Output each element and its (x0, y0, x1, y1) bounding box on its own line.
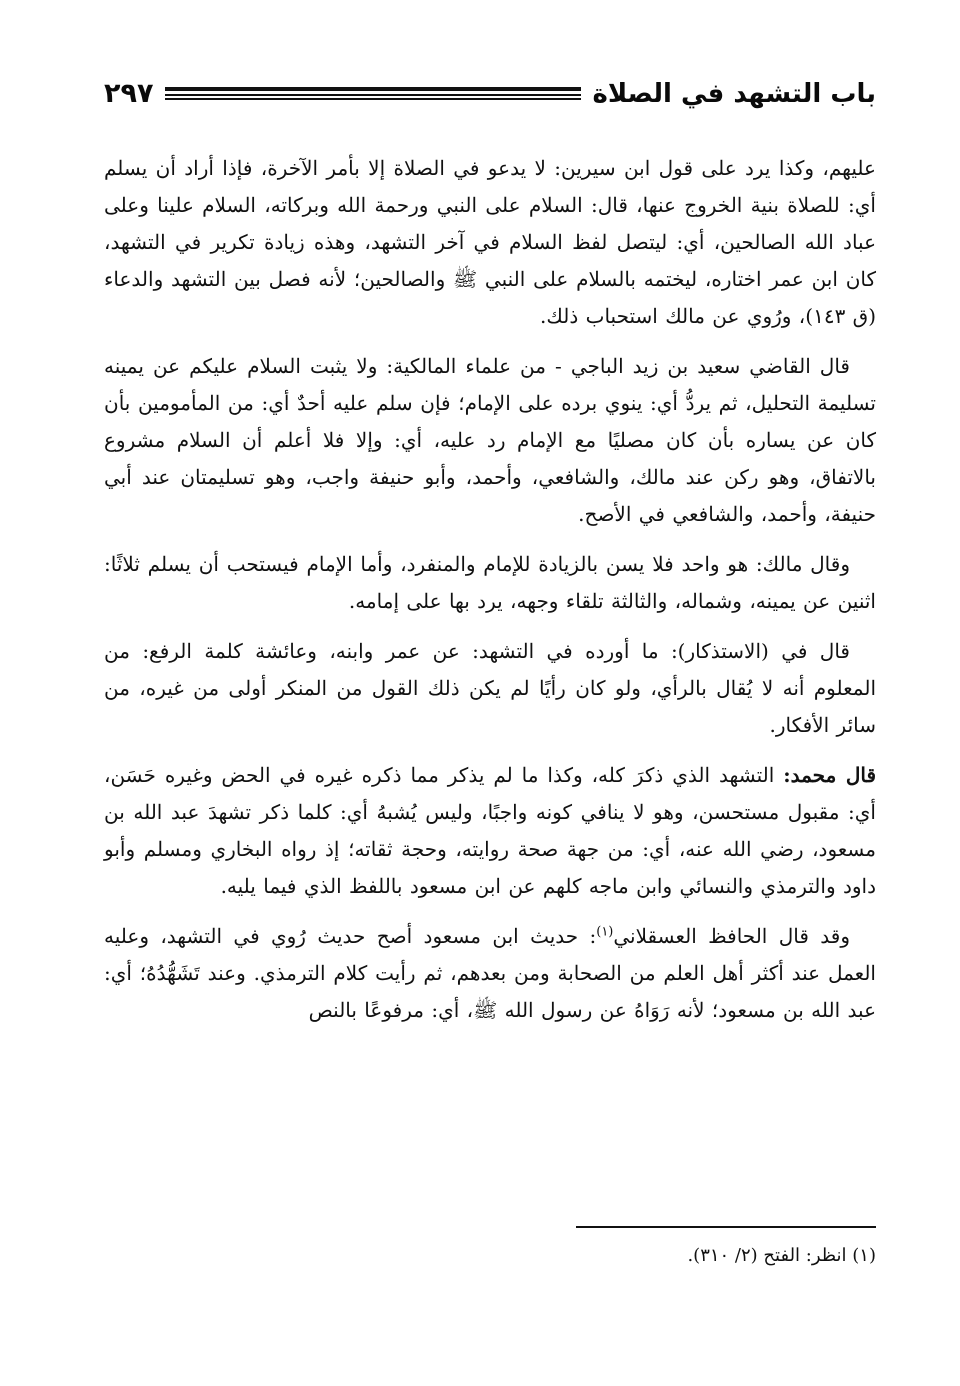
page-number: ٢٩٧ (104, 78, 154, 109)
paragraph-1 (104, 150, 876, 335)
paragraph-3 (104, 546, 876, 620)
paragraph-6 (104, 918, 876, 1029)
footnote-reference[interactable]: (١) (596, 924, 614, 940)
paragraph-text-continued: : حديث ابن مسعود أصح حديث رُوي في التشهد، وعليه العمل عند أكثر أهل العلم من الصحابة ومن بعدهم، ثم رأيت كلام الترمذي. وعند تَشَهُّدُهُ؛ أي: عبد الله بن مسعود؛ لأنه رَوَاهُ عن رسول الله ﷺ، أي: مرفوعًا بالنص (104, 924, 876, 1022)
paragraph-text: وقال مالك: هو واحد فلا يسن بالزيادة للإمام والمنفرد، وأما الإمام فيستحب أن يسلم ثلاثًا: اثنين عن يمينه، وشماله، والثالثة تلقاء وجهه، يرد بها على إمامه. (104, 552, 876, 613)
paragraph-lead: قال محمد: (783, 763, 877, 787)
paragraph-text: التشهد الذي ذكرَ كله، وكذا ما لم يذكر مما ذكره غيره في الحض وغيره حَسَن، أي: مقبول مستحسن، وهو لا ينافي كونه واجبًا، وليس يُشبهُ أي: كلما ذكر تشهدَ عبد الله بن مسعود، رضي الله عنه، أي: من جهة صحة روايته، وحجة ثقاته؛ إذ رواه البخاري ومسلم وأبو داود والترمذي والنسائي وابن ماجه كلهم عن ابن مسعود باللفظ الذي فيما يليه. (104, 763, 876, 898)
paragraph-text: عليهم، وكذا يرد على قول ابن سيرين: لا يدعو في الصلاة إلا بأمر الآخرة، فإذا أراد أن يسلم أي: للصلاة بنية الخروج عنها، قال: السلام على النبي ورحمة الله وبركاته، السلام علينا وعلى عباد الله الصالحين، أي: ليتصل لفظ السلام في آخر التشهد، وهذه زيادة تكرير في التشهد، كان ابن عمر اختاره، ليختمه بالسلام على النبي ﷺ والصالحين؛ لأنه فصل بين التشهد والدعاء (ق ١٤٣)، ورُوي عن مالك استحباب ذلك. (104, 156, 876, 328)
header-rule (165, 87, 580, 101)
footnote-1: (١) انظر: الفتح (٢/ ٣١٠). (687, 1245, 876, 1266)
paragraph-text: وقد قال الحافظ العسقلاني (613, 924, 850, 948)
paragraph-4 (104, 633, 876, 744)
body-text (104, 150, 876, 1042)
paragraph-5 (104, 757, 876, 905)
footnotes (104, 1240, 876, 1272)
paragraph-2 (104, 348, 876, 533)
paragraph-text: قال القاضي سعيد بن زيد الباجي - من علماء المالكية: ولا يثبت السلام عليكم عن يمينه تسليمة التحليل، ثم يردُّ أي: ينوي برده على الإمام؛ فإن سلم عليه أحدٌ أي: من المأمومين بأن كان عن يساره بأن كان مصليًا مع الإمام رد عليه، أي: وإلا فلا أعلم أن السلام مشروع بالاتفاق، وهو ركن عند مالك، والشافعي، وأحمد، وأبو حنيفة واجب، وهو تسليمتان عند أبي حنيفة، وأحمد، والشافعي في الأصح. (104, 354, 876, 526)
running-header (104, 72, 876, 116)
chapter-title: باب التشهد في الصلاة (592, 79, 876, 109)
footnote-separator (576, 1226, 876, 1228)
paragraph-text: قال في (الاستذكار): ما أورده في التشهد: عن عمر وابنه، وعائشة كلمة الرفع: من المعلوم أنه لا يُقال بالرأي، ولو كان رأيًا لم يكن ذلك القول من المنكر أولى من غيره، من سائر الأفكار. (104, 639, 877, 737)
